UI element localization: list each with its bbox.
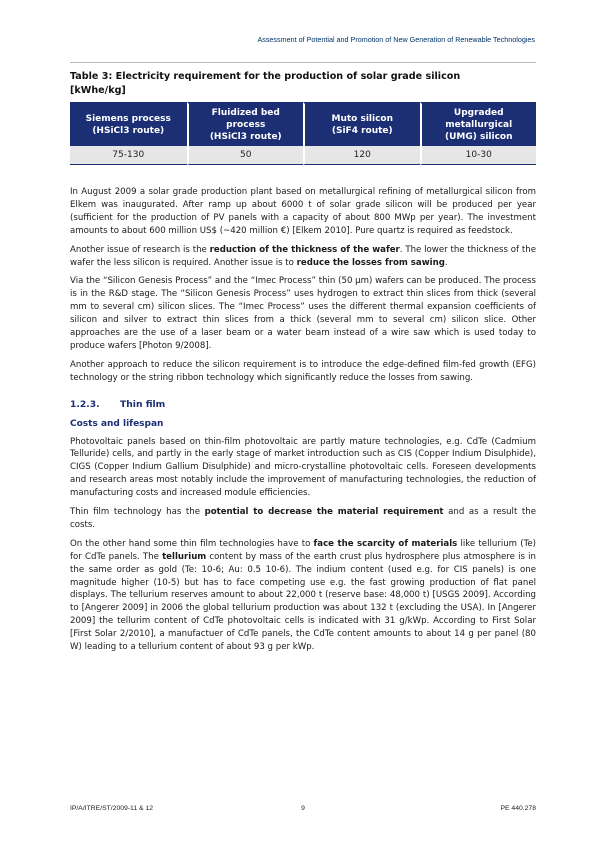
table-header-row xyxy=(70,102,536,146)
emphasis-text: face the scarcity of materials xyxy=(313,538,458,549)
table-cell: 10-30 xyxy=(420,146,537,165)
table-caption-line1: Table 3: Electricity requirement for the production of solar grade silicon xyxy=(70,71,461,82)
footer-page-number: 9 xyxy=(301,805,305,812)
text-run: like tellurium (Te) for CdTe panels. The xyxy=(70,538,537,562)
electricity-requirement-table xyxy=(70,102,536,165)
page-footer xyxy=(70,805,536,817)
emphasis-text: tellurium xyxy=(162,551,207,562)
paragraph-thin-film-maturity: Photovoltaic panels based on thin-film photovoltaic are partly mature technologies, e.g. CdTe (Cadmium Telluride) cells, and partly in the early stage of market introduction such as CIS (Copper Indium Disulphide), CIGS (Copper Indium Gallium Disulphide) and micro-crystalline photovoltaic cells. Foreseen developments and research areas most notably include the improvement of manufacturing technologies, the reduction of manufacturing costs and increased module efficiencies. xyxy=(70,436,536,499)
column-header-umg-silicon xyxy=(420,102,537,146)
emphasis-text: reduce the losses from sawing xyxy=(296,257,445,268)
text-run: and as a result the costs. xyxy=(70,507,536,530)
footer-document-id: IP/A/ITRE/ST/2009-11 & 12 xyxy=(70,805,153,812)
emphasis-text: potential to decrease the material requirement xyxy=(204,507,444,518)
table-cell: 50 xyxy=(187,146,304,165)
emphasis-text: reduction of the thickness of the wafer xyxy=(209,244,400,255)
column-header-line: Fluidized bed xyxy=(211,108,280,118)
column-header-line: (UMG) silicon xyxy=(444,132,513,142)
paragraph-genesis-imec: Via the “Silicon Genesis Process” and the “Imec Process” thin (50 µm) wafers can be produced. The process is in the R&D stage. The “Silicon Genesis Process” uses hydrogen to extract thin slices from thick (several mm to several cm) silicon slices. The “Imec Process” uses the different thermal expansion coefficients of silicon and silver to extract thin slices from a thick (several mm to several cm) silicon slice. Other approaches are the use of a laser beam or a water beam instead of a wire saw which is used today to produce wafers [Photon 9/2008]. xyxy=(70,276,536,351)
text-run: content by mass of the earth crust plus hydrosphere plus atmosphere is in the same order as gold (Te: 10-6; Au: 0.5 10-6). The indium content (used e.g. for CIS panels) is one magnitude higher (10-5) but has to face competing use e.g. the fast growing production of flat panel displays. The tellurium reserves amount to about 22,000 t (reserve base: 48,000 t) [USGS 2009]. According to [Angerer 2009] in 2006 the global tellurium production was about 132 t (excluding the USA). In [Angerer 2009] the tellurim content of CdTe photovoltaic cells is indicated with 31 g/kWp. According to First Solar [First Solar 2/2010], a manufactuer of CdTe panels, the CdTe content amounts to about 14 g per panel (80 W) leading to a tellurium content of about 93 g per kWp. xyxy=(70,551,536,653)
table-cell: 120 xyxy=(303,146,420,165)
column-header-line: (HSiCl3 route) xyxy=(92,126,165,136)
column-header-line: (HSiCl3 route) xyxy=(209,132,282,142)
column-header-line: Siemens process xyxy=(85,114,171,124)
body-text xyxy=(70,186,536,660)
table-caption xyxy=(70,70,536,98)
text-run: . xyxy=(444,257,448,268)
table-caption-line2: [kWhe/kg] xyxy=(70,85,126,96)
column-header-line: Upgraded xyxy=(453,108,504,118)
text-run: On the other hand some thin film technologies have to xyxy=(70,538,314,549)
column-header-fluidized-bed xyxy=(187,102,304,146)
section-title: Thin film xyxy=(120,398,166,410)
column-header-siemens xyxy=(70,102,187,146)
text-run: Another issue of research is the xyxy=(70,244,210,255)
text-run: Thin film technology has the xyxy=(70,507,205,518)
paragraph-elkem-plant: In August 2009 a solar grade production plant based on metallurgical refining of metallurgical silicon from Elkem was inaugurated. After ramp up about 6000 t of solar grade silicon will be produced per year (sufficient for the production of PV panels with a capacity of about 800 MWp per year). The investment amounts to about 600 million US$ (~420 million €) [Elkem 2010]. Pure quartz is required as feedstock. xyxy=(70,187,536,236)
footer-pe-number: PE 440.278 xyxy=(500,805,536,812)
column-header-line: metallurgical xyxy=(445,120,513,130)
column-header-muto-silicon xyxy=(303,102,420,146)
column-header-line: process xyxy=(226,120,266,130)
section-heading xyxy=(70,399,536,412)
column-header-line: (SiF4 route) xyxy=(331,126,393,136)
paragraph-efg-ribbon: Another approach to reduce the silicon requirement is to introduce the edge-defined film-fed growth (EFG) technology or the string ribbon technology which significantly reduce the losses from sawing. xyxy=(70,359,536,383)
paragraph-wafer-thickness xyxy=(70,244,536,270)
table-cell: 75-130 xyxy=(70,146,187,165)
paragraph-material-requirement xyxy=(70,506,536,532)
running-header: Assessment of Potential and Promotion of New Generation of Renewable Technologies xyxy=(257,35,535,44)
text-run: . The lower the thickness of the wafer the less silicon is required. Another issue is to xyxy=(70,244,537,268)
column-header-line: Muto silicon xyxy=(331,114,394,124)
paragraph-material-scarcity xyxy=(70,538,536,654)
table-row xyxy=(70,146,536,165)
section-number: 1.2.3. xyxy=(70,398,100,410)
subsection-heading: Costs and lifespan xyxy=(70,418,164,429)
header-divider xyxy=(70,62,536,63)
